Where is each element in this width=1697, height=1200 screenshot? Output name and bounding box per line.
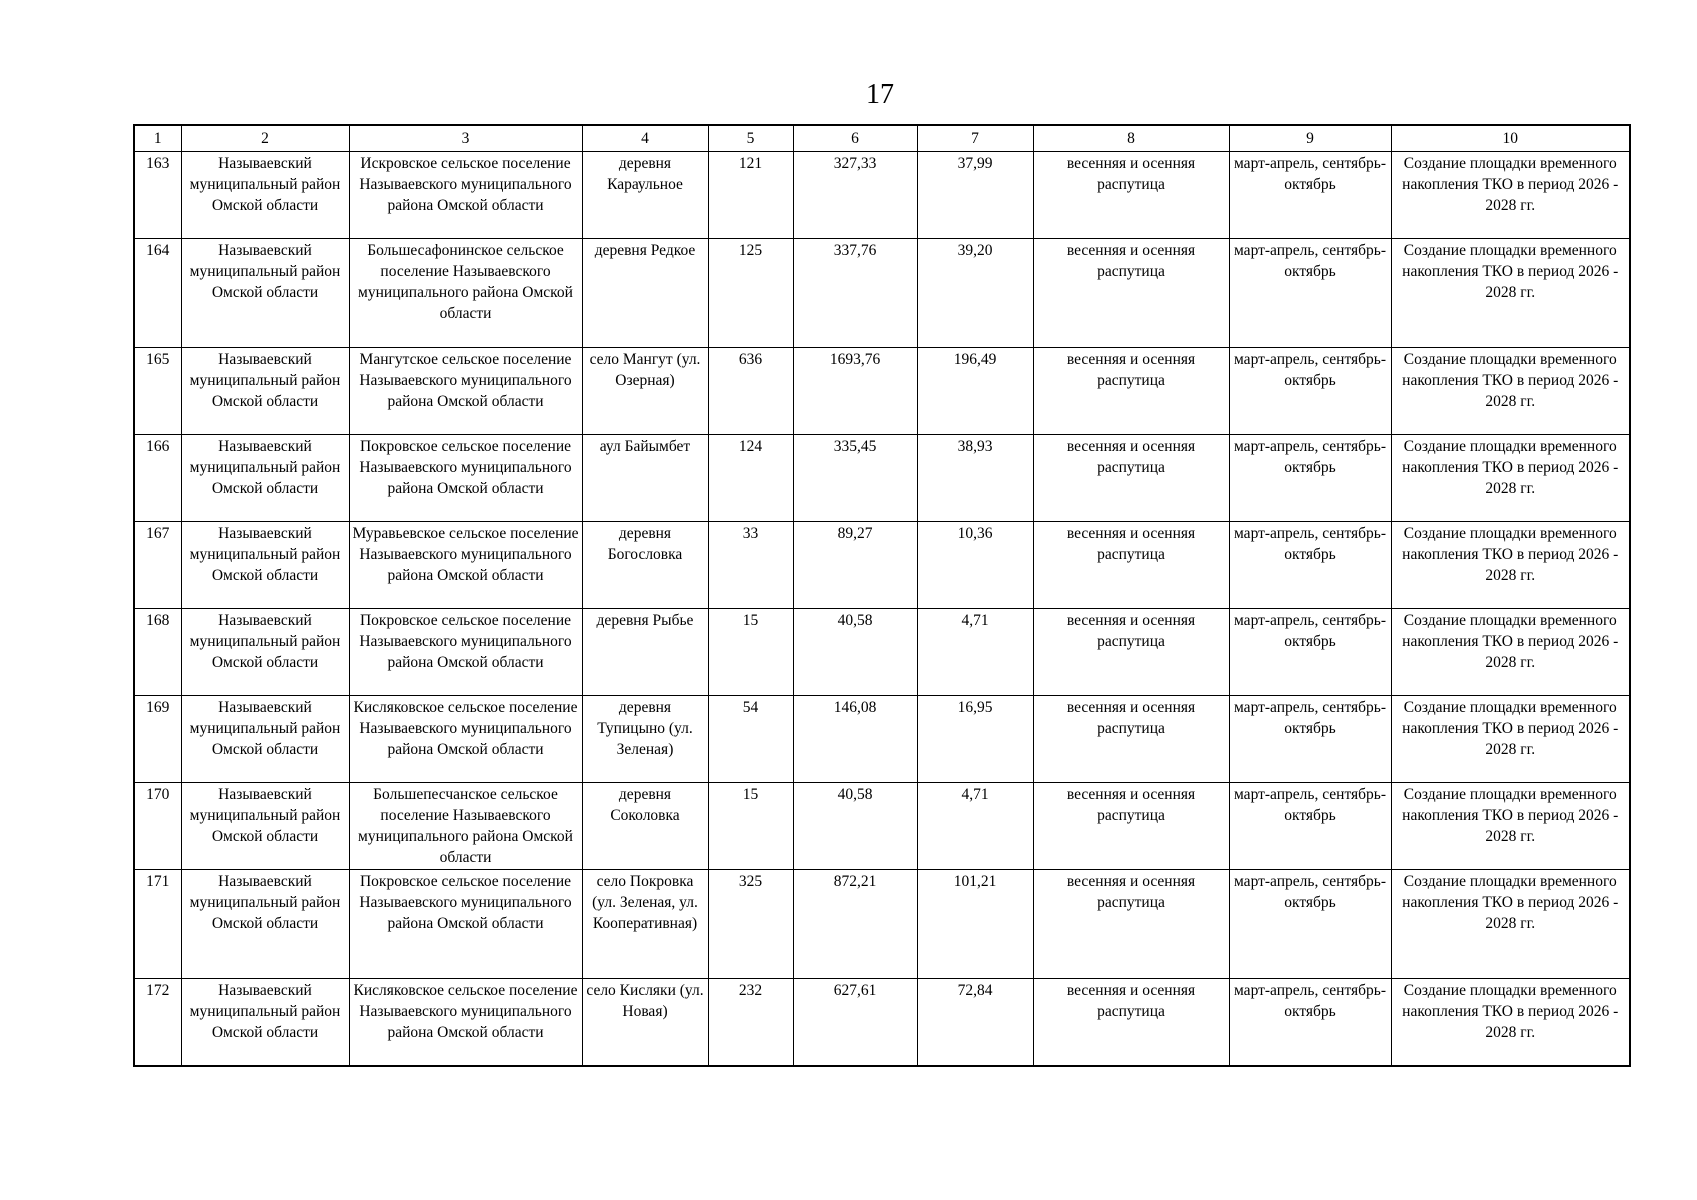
col5-cell: 125 [708,239,793,348]
table-row [134,979,1630,1067]
measure-cell: Создание площадки временного накопления ТКО в период 2026 - 2028 гг. [1391,870,1630,979]
season-cell: весенняя и осенняя распутица [1033,870,1229,979]
period-cell: март-апрель, сентябрь-октябрь [1229,783,1391,870]
col7-cell: 37,99 [917,152,1033,239]
measure-cell: Создание площадки временного накопления ТКО в период 2026 - 2028 гг. [1391,152,1630,239]
row-number: 167 [134,522,181,609]
row-number: 165 [134,348,181,435]
col7-cell: 39,20 [917,239,1033,348]
col7-cell: 101,21 [917,870,1033,979]
settlement-cell: Искровское сельское поселение Называевского муниципального района Омской области [349,152,582,239]
table-row [134,348,1630,435]
period-cell: март-апрель, сентябрь-октябрь [1229,609,1391,696]
measure-cell: Создание площадки временного накопления ТКО в период 2026 - 2028 гг. [1391,696,1630,783]
row-number: 164 [134,239,181,348]
season-cell: весенняя и осенняя распутица [1033,348,1229,435]
row-number: 171 [134,870,181,979]
col6-cell: 1693,76 [793,348,917,435]
col5-cell: 232 [708,979,793,1067]
season-cell: весенняя и осенняя распутица [1033,435,1229,522]
district-cell: Называевский муниципальный район Омской области [181,239,349,348]
locality-cell: аул Байымбет [582,435,708,522]
locality-cell: деревня Тупицыно (ул. Зеленая) [582,696,708,783]
measure-cell: Создание площадки временного накопления ТКО в период 2026 - 2028 гг. [1391,979,1630,1067]
col7-cell: 10,36 [917,522,1033,609]
col7-cell: 38,93 [917,435,1033,522]
col5-cell: 33 [708,522,793,609]
district-cell: Называевский муниципальный район Омской области [181,783,349,870]
row-number: 169 [134,696,181,783]
header-row [134,125,1630,152]
season-cell: весенняя и осенняя распутица [1033,152,1229,239]
table-row [134,609,1630,696]
settlement-cell: Большесафонинское сельское поселение Называевского муниципального района Омской области [349,239,582,348]
page-number: 17 [866,79,894,110]
settlement-cell: Кисляковское сельское поселение Называевского муниципального района Омской области [349,979,582,1067]
measure-cell: Создание площадки временного накопления ТКО в период 2026 - 2028 гг. [1391,239,1630,348]
season-cell: весенняя и осенняя распутица [1033,522,1229,609]
locality-cell: село Мангут (ул. Озерная) [582,348,708,435]
col5-cell: 124 [708,435,793,522]
table-row [134,522,1630,609]
column-header: 5 [708,125,793,152]
column-header: 9 [1229,125,1391,152]
column-header: 2 [181,125,349,152]
settlement-cell: Муравьевское сельское поселение Называевского муниципального района Омской области [349,522,582,609]
locality-cell: деревня Редкое [582,239,708,348]
row-number: 166 [134,435,181,522]
district-cell: Называевский муниципальный район Омской области [181,435,349,522]
measure-cell: Создание площадки временного накопления ТКО в период 2026 - 2028 гг. [1391,435,1630,522]
locality-cell: деревня Караульное [582,152,708,239]
col5-cell: 15 [708,609,793,696]
settlement-cell: Мангутское сельское поселение Называевского муниципального района Омской области [349,348,582,435]
col6-cell: 627,61 [793,979,917,1067]
locality-cell: деревня Рыбье [582,609,708,696]
column-header: 3 [349,125,582,152]
period-cell: март-апрель, сентябрь-октябрь [1229,348,1391,435]
locality-cell: село Кисляки (ул. Новая) [582,979,708,1067]
period-cell: март-апрель, сентябрь-октябрь [1229,696,1391,783]
col7-cell: 4,71 [917,609,1033,696]
season-cell: весенняя и осенняя распутица [1033,979,1229,1067]
col5-cell: 121 [708,152,793,239]
settlement-cell: Кисляковское сельское поселение Называевского муниципального района Омской области [349,696,582,783]
settlement-cell: Покровское сельское поселение Называевского муниципального района Омской области [349,435,582,522]
locality-cell: деревня Богословка [582,522,708,609]
col7-cell: 196,49 [917,348,1033,435]
district-cell: Называевский муниципальный район Омской области [181,979,349,1067]
column-header: 8 [1033,125,1229,152]
col5-cell: 54 [708,696,793,783]
col6-cell: 89,27 [793,522,917,609]
row-number: 163 [134,152,181,239]
table-row [134,152,1630,239]
col6-cell: 872,21 [793,870,917,979]
locality-cell: село Покровка (ул. Зеленая, ул. Кооперативная) [582,870,708,979]
table-row [134,435,1630,522]
col5-cell: 325 [708,870,793,979]
period-cell: март-апрель, сентябрь-октябрь [1229,239,1391,348]
settlement-cell: Большепесчанское сельское поселение Называевского муниципального района Омской области [349,783,582,870]
settlement-cell: Покровское сельское поселение Называевского муниципального района Омской области [349,609,582,696]
column-header: 4 [582,125,708,152]
season-cell: весенняя и осенняя распутица [1033,239,1229,348]
column-header: 10 [1391,125,1630,152]
column-header: 6 [793,125,917,152]
season-cell: весенняя и осенняя распутица [1033,696,1229,783]
district-cell: Называевский муниципальный район Омской области [181,609,349,696]
period-cell: март-апрель, сентябрь-октябрь [1229,870,1391,979]
period-cell: март-апрель, сентябрь-октябрь [1229,979,1391,1067]
district-cell: Называевский муниципальный район Омской области [181,348,349,435]
data-table [133,124,1631,1067]
column-header: 1 [134,125,181,152]
col7-cell: 72,84 [917,979,1033,1067]
col5-cell: 636 [708,348,793,435]
district-cell: Называевский муниципальный район Омской области [181,870,349,979]
locality-cell: деревня Соколовка [582,783,708,870]
column-header: 7 [917,125,1033,152]
col6-cell: 146,08 [793,696,917,783]
row-number: 172 [134,979,181,1067]
measure-cell: Создание площадки временного накопления ТКО в период 2026 - 2028 гг. [1391,348,1630,435]
period-cell: март-апрель, сентябрь-октябрь [1229,152,1391,239]
period-cell: март-апрель, сентябрь-октябрь [1229,435,1391,522]
measure-cell: Создание площадки временного накопления ТКО в период 2026 - 2028 гг. [1391,783,1630,870]
district-cell: Называевский муниципальный район Омской области [181,152,349,239]
measure-cell: Создание площадки временного накопления ТКО в период 2026 - 2028 гг. [1391,609,1630,696]
table-row [134,696,1630,783]
season-cell: весенняя и осенняя распутица [1033,783,1229,870]
col6-cell: 327,33 [793,152,917,239]
col6-cell: 335,45 [793,435,917,522]
season-cell: весенняя и осенняя распутица [1033,609,1229,696]
row-number: 168 [134,609,181,696]
district-cell: Называевский муниципальный район Омской области [181,696,349,783]
settlement-cell: Покровское сельское поселение Называевского муниципального района Омской области [349,870,582,979]
col5-cell: 15 [708,783,793,870]
col6-cell: 40,58 [793,609,917,696]
col6-cell: 40,58 [793,783,917,870]
measure-cell: Создание площадки временного накопления ТКО в период 2026 - 2028 гг. [1391,522,1630,609]
col7-cell: 16,95 [917,696,1033,783]
period-cell: март-апрель, сентябрь-октябрь [1229,522,1391,609]
col6-cell: 337,76 [793,239,917,348]
row-number: 170 [134,783,181,870]
table-row [134,239,1630,348]
district-cell: Называевский муниципальный район Омской области [181,522,349,609]
table-row [134,870,1630,979]
col7-cell: 4,71 [917,783,1033,870]
table-row [134,783,1630,870]
